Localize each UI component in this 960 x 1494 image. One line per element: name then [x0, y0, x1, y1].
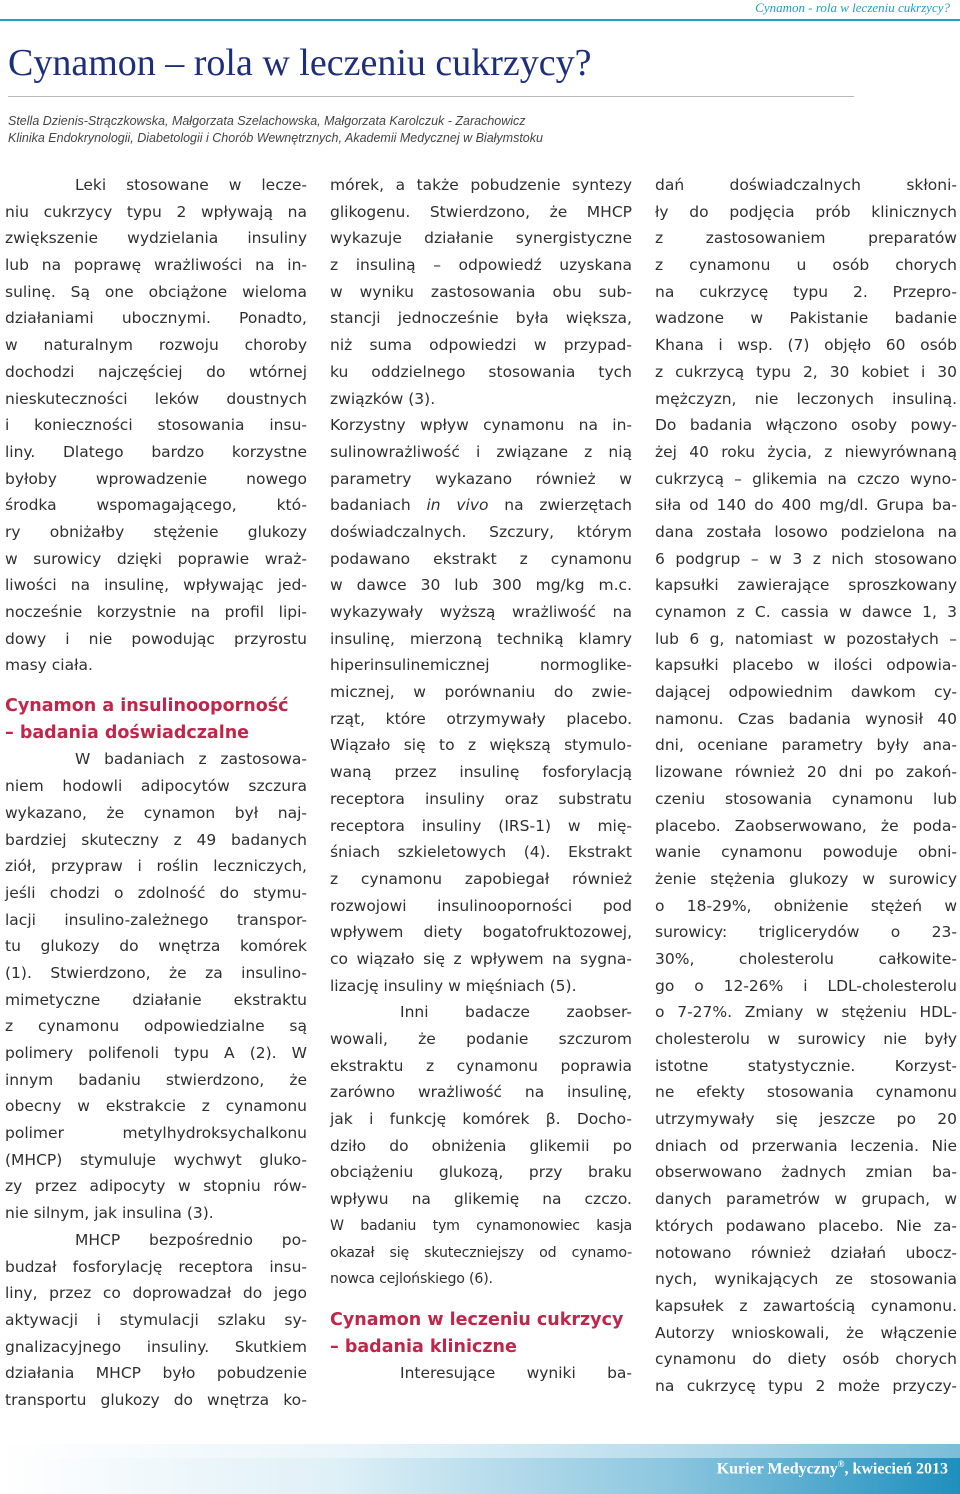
text-line: danych parametrów w grupach, w — [655, 1190, 957, 1209]
text-line: wykazywały wyższą wrażliwość na — [330, 603, 632, 621]
text-line: dochodzi najczęściej do wtórnej — [5, 362, 307, 381]
registered-mark: ® — [837, 1459, 845, 1469]
text-line: i konieczności stosowania insu- — [5, 416, 307, 435]
text-line: ku oddzielnego stosowania tych — [330, 362, 632, 381]
text-line: czeniu stosowania cynamonu lub — [655, 789, 957, 808]
text-line: z cynamonu u osób chorych — [655, 256, 957, 275]
text-line: aktywacji i stymulacji szlaku sy- — [5, 1310, 307, 1329]
text-line: (1). Stwierdzono, że za insulino- — [5, 963, 307, 982]
text-line: o 7-27%. Zmiany w stężeniu HDL- — [655, 1003, 957, 1022]
text-line: w naturalnym rozwoju choroby — [5, 336, 307, 355]
paragraph — [330, 519, 632, 999]
journal-footer — [717, 1459, 948, 1478]
text-line: 6 podgrup – w 3 z nich stosowano — [655, 549, 957, 568]
text-line: istotne statystycznie. Korzyst- — [655, 1056, 957, 1075]
text-line: cynamonu do diety osób chorych — [655, 1350, 957, 1369]
text-line: cholesterolu w surowicy nie były — [655, 1030, 957, 1048]
text-line: niem hodowli adipocytów szczura — [5, 777, 307, 796]
text-line: Korzystny wpływ cynamonu na in- — [330, 416, 632, 435]
text-line: z cynamonu zapobiegał również — [330, 869, 632, 888]
text-column-2 — [330, 172, 632, 1387]
text-line: Leki stosowane w lecze- — [75, 176, 307, 194]
text-line: lub na poprawę wrażliwości na in- — [5, 256, 307, 275]
text-line: kapsułek z zawartością cynamonu. — [655, 1296, 957, 1315]
text-line: surowicy: triglicerydów o 23- — [655, 923, 957, 942]
text-line: cukrzycą – glikemia na czczo wyno- — [655, 469, 957, 488]
text-line: niu cukrzycy typu 2 wpływają na — [5, 202, 307, 221]
text-line: ne efekty stosowania cynamonu — [655, 1083, 957, 1102]
text-line: wpływem diety bogatofruktozowej, — [330, 923, 632, 942]
author-affiliation: Klinika Endokrynologii, Diabetologii i Chorób Wewnętrznych, Akademii Medycznej w Białymstoku — [8, 131, 543, 145]
text-line: W badaniach z zastosowa- — [75, 750, 307, 769]
text-line: obciążeniu glukozą, przy braku — [330, 1163, 632, 1182]
text-line: lizację insuliny w mięśniach (5). — [330, 976, 577, 995]
text-line: innym badaniu stwierdzono, że — [5, 1070, 307, 1089]
text-line: micznej, w porównaniu do zwie- — [330, 683, 632, 702]
text-line: Interesujące wyniki ba- — [400, 1364, 632, 1383]
text-line: kapsułki placebo w ilości odpowia- — [655, 656, 957, 675]
text-line: ziół, przypraw i roślin leczniczych, — [5, 857, 307, 876]
text-line: niż suma odpowiedzi w przypad- — [330, 336, 632, 355]
text-line: kapsułki zawierające sproszkowany — [655, 576, 957, 595]
text-line: działaniami ubocznymi. Ponadto, — [5, 309, 307, 328]
text-line: (MHCP) stymuluje wychwyt gluko- — [5, 1150, 307, 1169]
text-line: rozwojowi insulinooporności pod — [330, 896, 632, 915]
text-line: działania MHCP było pobudzenie — [5, 1364, 307, 1383]
text-line: sulinę. Są one obciążone wieloma — [5, 282, 307, 301]
text-line: lub 6 g, natomiast w pozostałych – — [655, 629, 957, 648]
text-line: z cynamonu odpowiedzialne są — [5, 1017, 307, 1036]
text-fragment: badaniach — [330, 496, 411, 515]
text-line: Inni badacze zaobser- — [400, 1003, 632, 1022]
text-line: żej 40 roku życia, z niewyrównaną — [655, 442, 957, 461]
text-line: cynamon z C. cassia w dawce 1, 3 — [655, 603, 957, 621]
text-line: zy przez adipocyty w stopniu rów- — [5, 1177, 307, 1196]
text-line: mórek, a także pobudzenie syntezy — [330, 176, 632, 194]
text-line: notowano również działań ubocz- — [655, 1243, 957, 1262]
text-line: lacji insulino-zależnego transpor- — [5, 910, 307, 929]
text-line: z insuliną – odpowiedź uzyskana — [330, 256, 632, 275]
section-heading-sub: – badania kliniczne — [330, 1336, 517, 1357]
text-line: dana została losowo podzielona na — [655, 522, 957, 541]
text-line: Autorzy wnioskowali, że włączenie — [655, 1323, 957, 1342]
text-line: wanie cynamonu powoduje obni- — [655, 843, 957, 862]
text-line: Do badania włączono osoby powy- — [655, 416, 957, 435]
text-line: ekstraktu z cynamonu poprawia — [330, 1056, 632, 1075]
text-line: środka wspomagającego, któ- — [5, 496, 307, 515]
text-line: nocześnie korzystnie na profil lipi- — [5, 603, 307, 621]
text-line: placebo. Zaobserwowano, że poda- — [655, 816, 957, 835]
text-line: doświadczalnych. Szczury, którym — [330, 522, 632, 541]
text-line: receptora insuliny oraz substratu — [330, 789, 632, 808]
text-line: receptora insuliny (IRS-1) w mię- — [330, 816, 632, 835]
paragraph — [330, 999, 632, 1293]
text-line: budzał fosforylację receptora insu- — [5, 1257, 307, 1276]
text-line: nych, wynikających ze stosowania — [655, 1270, 957, 1289]
text-line: dniach od przerwania leczenia. Nie — [655, 1136, 957, 1155]
text-line: ry obniżałby stężenie glukozy — [5, 522, 307, 541]
text-line: gnalizacyjnego insuliny. Skutkiem — [5, 1337, 307, 1356]
text-line: jeśli chodzi o zdolność do stymu- — [5, 883, 307, 902]
journal-name: Kurier Medyczny — [716, 1460, 838, 1478]
text-line: stancji jednocześnie była większa, — [330, 309, 632, 328]
section-heading: Cynamon w leczeniu cukrzycy — [330, 1309, 624, 1330]
text-line: masy ciała. — [5, 656, 93, 675]
text-line: byłoby wprowadzenie nowego — [5, 469, 307, 488]
text-line: podawano ekstrakt z cynamonu — [330, 549, 632, 568]
paragraph — [5, 1227, 307, 1414]
text-line: polimery polifenoli typu A (2). W — [5, 1044, 307, 1062]
text-line: wowali, że podanie szczurom — [330, 1030, 632, 1048]
text-line: związków (3). — [330, 389, 436, 408]
title-divider — [8, 96, 854, 97]
text-line: w wyniku zastosowania obu sub- — [330, 282, 632, 301]
text-line: dni, oceniane parametry były ana- — [655, 736, 957, 755]
text-line: liny. Dlatego bardzo korzystne — [5, 442, 307, 461]
italic-term: in vivo — [426, 496, 489, 515]
text-line: go o 12-26% i LDL-cholesterolu — [655, 976, 957, 995]
text-line: transportu glukozy do wnętrza ko- — [5, 1390, 307, 1409]
text-line: zarówno wrażliwość na insulinę, — [330, 1083, 632, 1102]
text-line: rząt, które otrzymywały placebo. — [330, 709, 632, 728]
text-line: jak i funkcję komórek β. Docho- — [330, 1110, 632, 1129]
text-line — [330, 492, 632, 519]
section-heading: Cynamon a insulinooporność — [5, 696, 289, 717]
text-line: ły do podjęcia prób klinicznych — [655, 202, 957, 221]
text-fragment: na zwierzętach — [504, 496, 632, 515]
text-line: w surowicy dzięki poprawie wraż- — [5, 549, 307, 568]
text-line: wadzone w Pakistanie badanie — [655, 309, 957, 328]
article-title: Cynamon – rola w leczeniu cukrzycy? — [8, 42, 592, 84]
header-rule — [0, 19, 960, 21]
author-names: Stella Dzienis-Strączkowska, Małgorzata Szelachowska, Małgorzata Karolczuk - Zarachowicz — [8, 114, 526, 128]
text-line: polimer metylhydroksychalkonu — [5, 1124, 307, 1143]
text-line: Khana i wsp. (7) objęło 60 osób — [655, 336, 957, 355]
text-line: W badaniu tym cynamonowiec kasja — [330, 1217, 632, 1234]
text-line: hiperinsulinemicznej normoglike- — [330, 656, 632, 675]
text-line: żenie stężenia glukozy w surowicy — [655, 869, 957, 888]
text-line: sulinowrażliwość i związane z nią — [330, 442, 632, 461]
text-line: śniach szkieletowych (4). Ekstrakt — [330, 843, 632, 862]
text-line: liwości na insulinę, wpływając jed- — [5, 576, 307, 595]
paragraph — [330, 172, 632, 412]
text-line: nieskuteczności leków doustnych — [5, 389, 307, 408]
text-line: okazał się skuteczniejszy od cynamo- — [330, 1244, 632, 1261]
text-line: wykazuje działanie synergistyczne — [330, 229, 632, 248]
paragraph — [655, 172, 957, 1400]
text-line: 30%, cholesterolu całkowite- — [655, 949, 957, 968]
paragraph — [330, 412, 632, 492]
text-line: insulinę, mierzoną techniką klamry — [330, 629, 632, 648]
text-line: tu glukozy do wnętrza komórek — [5, 937, 307, 956]
article-authors — [8, 113, 543, 147]
text-line: dającej odpowiednim dawkom cy- — [655, 683, 957, 702]
paragraph — [5, 172, 307, 679]
text-line: z zastosowaniem preparatów — [655, 229, 957, 248]
text-line: na cukrzycę typu 2 może przyczy- — [655, 1376, 957, 1395]
text-line: których podawano placebo. Nie za- — [655, 1216, 957, 1235]
text-line: liny, przez co doprowadzał do jego — [5, 1284, 307, 1303]
text-line: MHCP bezpośrednio po- — [75, 1230, 307, 1249]
text-line: wykazano, że cynamon był naj- — [5, 803, 307, 822]
text-line: namonu. Czas badania wynosił 40 — [655, 709, 957, 728]
text-line: z cukrzycą typu 2, 30 kobiet i 30 — [655, 362, 957, 381]
running-head: Cynamon - rola w leczeniu cukrzycy? — [755, 0, 950, 15]
journal-issue: , kwiecień 2013 — [844, 1460, 948, 1478]
text-line: lizowane również 20 dni po zakoń- — [655, 763, 957, 782]
text-line: nie silnym, jak insulina (3). — [5, 1204, 214, 1223]
text-line: mimetyczne działanie ekstraktu — [5, 990, 307, 1009]
text-line: utrzymywały się jeszcze po 20 — [655, 1110, 957, 1129]
text-line: dań doświadczalnych skłoni- — [655, 176, 957, 194]
paragraph — [330, 1360, 632, 1387]
text-line: obecny w ekstrakcie z cynamonu — [5, 1097, 307, 1116]
text-line: zwiększenie wydzielania insuliny — [5, 229, 307, 248]
text-line: glikogenu. Stwierdzono, że MHCP — [330, 202, 632, 221]
text-line: dziło do obniżenia glikemii po — [330, 1136, 632, 1155]
text-line: dowy i nie powodując przyrostu — [5, 629, 307, 648]
text-line: nowca cejlońskiego (6). — [330, 1271, 493, 1288]
text-column-1 — [5, 172, 307, 1414]
text-line: na cukrzycę typu 2. Przepro- — [655, 282, 957, 301]
text-line: siła od 140 do 400 mg/dl. Grupa ba- — [655, 496, 957, 515]
text-line: parametry wykazano również w — [330, 469, 632, 488]
text-line: waną przez insulinę fosforylacją — [330, 763, 632, 782]
paragraph — [5, 746, 307, 1226]
text-line: w dawce 30 lub 300 mg/kg m.c. — [330, 576, 632, 595]
text-line: bardziej skuteczny z 49 badanych — [5, 830, 307, 849]
text-column-3 — [655, 172, 957, 1400]
text-line: o 18-29%, obniżenie stężeń w — [655, 896, 957, 915]
text-line: obserwowano żadnych zmian ba- — [655, 1163, 957, 1182]
text-line: Wiązało się to z większą stymulo- — [330, 736, 632, 755]
text-line: co wiązało się z wpływem na sygna- — [330, 949, 632, 968]
text-line: mężczyzn, nie leczonych insuliną. — [655, 389, 957, 408]
section-heading-sub: – badania doświadczalne — [5, 722, 250, 743]
text-line: wpływu na glikemię na czczo. — [330, 1190, 632, 1209]
